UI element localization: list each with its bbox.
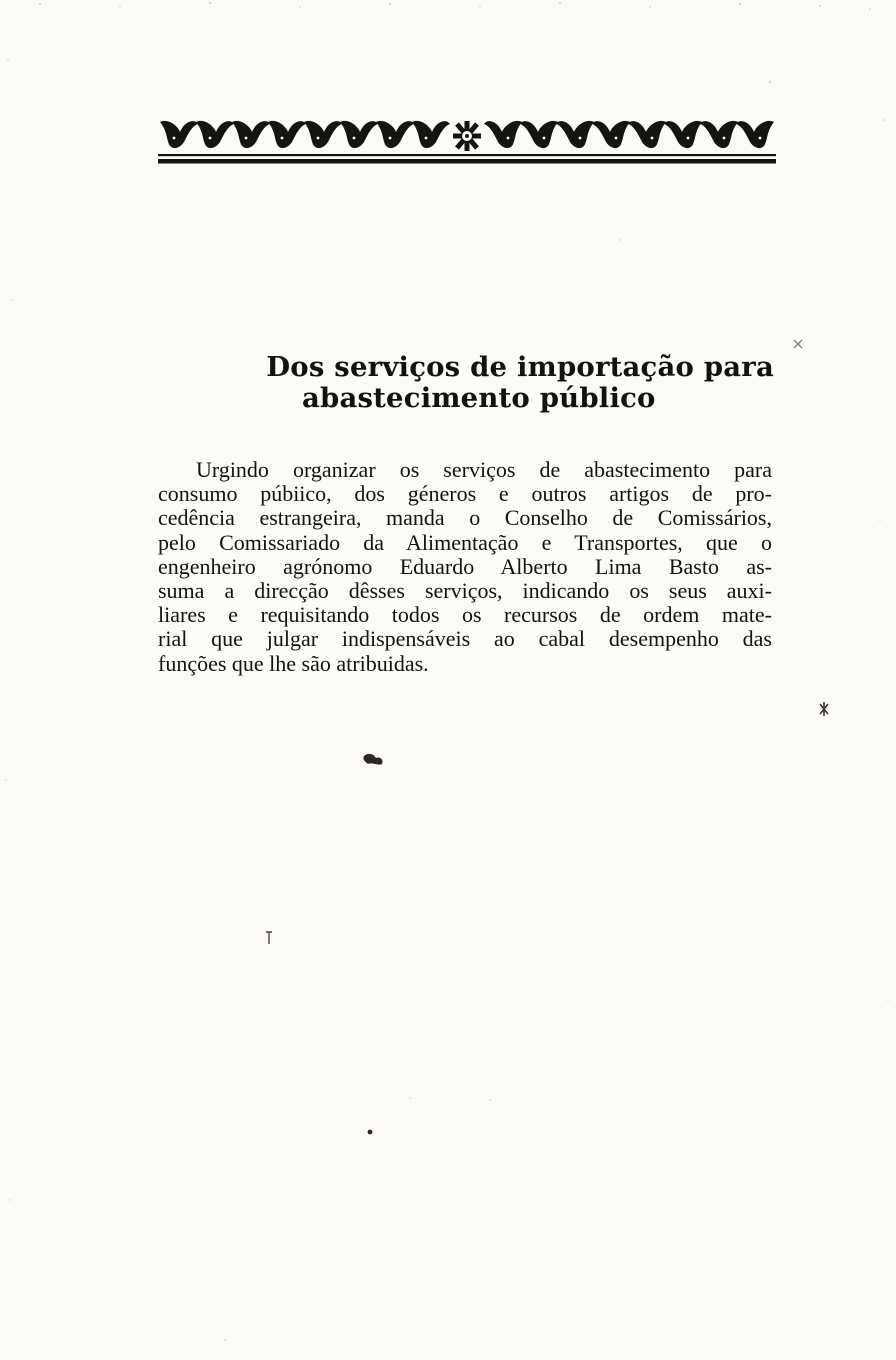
paragraph-line: cedência estrangeira, manda o Conselho de Comissários, (158, 505, 772, 531)
paragraph-line: funções que lhe são atribuidas. (158, 650, 429, 676)
title-line-2: abastecimento público (302, 382, 656, 414)
paragraph-line: consumo púbiico, dos géneros e outros artigos de pro- (158, 481, 772, 507)
paragraph-line: Urgindo organizar os serviços de abastecimento para (196, 457, 772, 482)
paragraph-line: engenheiro agrónomo Eduardo Alberto Lima Basto as- (158, 553, 772, 579)
paragraph-line: rial que julgar indispensáveis ao cabal desempenho das (158, 626, 772, 652)
paragraph-line: suma a direcção dêsses serviços, indicando os seus auxi- (158, 577, 772, 603)
page-title (260, 352, 780, 414)
printing-speck-icon (790, 336, 806, 352)
decorative-leaf-border-icon (158, 116, 776, 168)
title-line-1: Dos serviços de importação para (266, 351, 774, 383)
printing-speck-icon (814, 700, 834, 720)
paragraph-line: liares e requisitando todos os recursos de ordem mate- (158, 602, 772, 628)
printing-speck-icon (366, 1128, 374, 1136)
printing-speck-icon (360, 750, 390, 770)
printing-speck-icon (264, 930, 274, 946)
paragraph-line: pelo Comissariado da Alimentação e Transportes, que o (158, 529, 772, 555)
decree-paragraph (158, 458, 772, 676)
